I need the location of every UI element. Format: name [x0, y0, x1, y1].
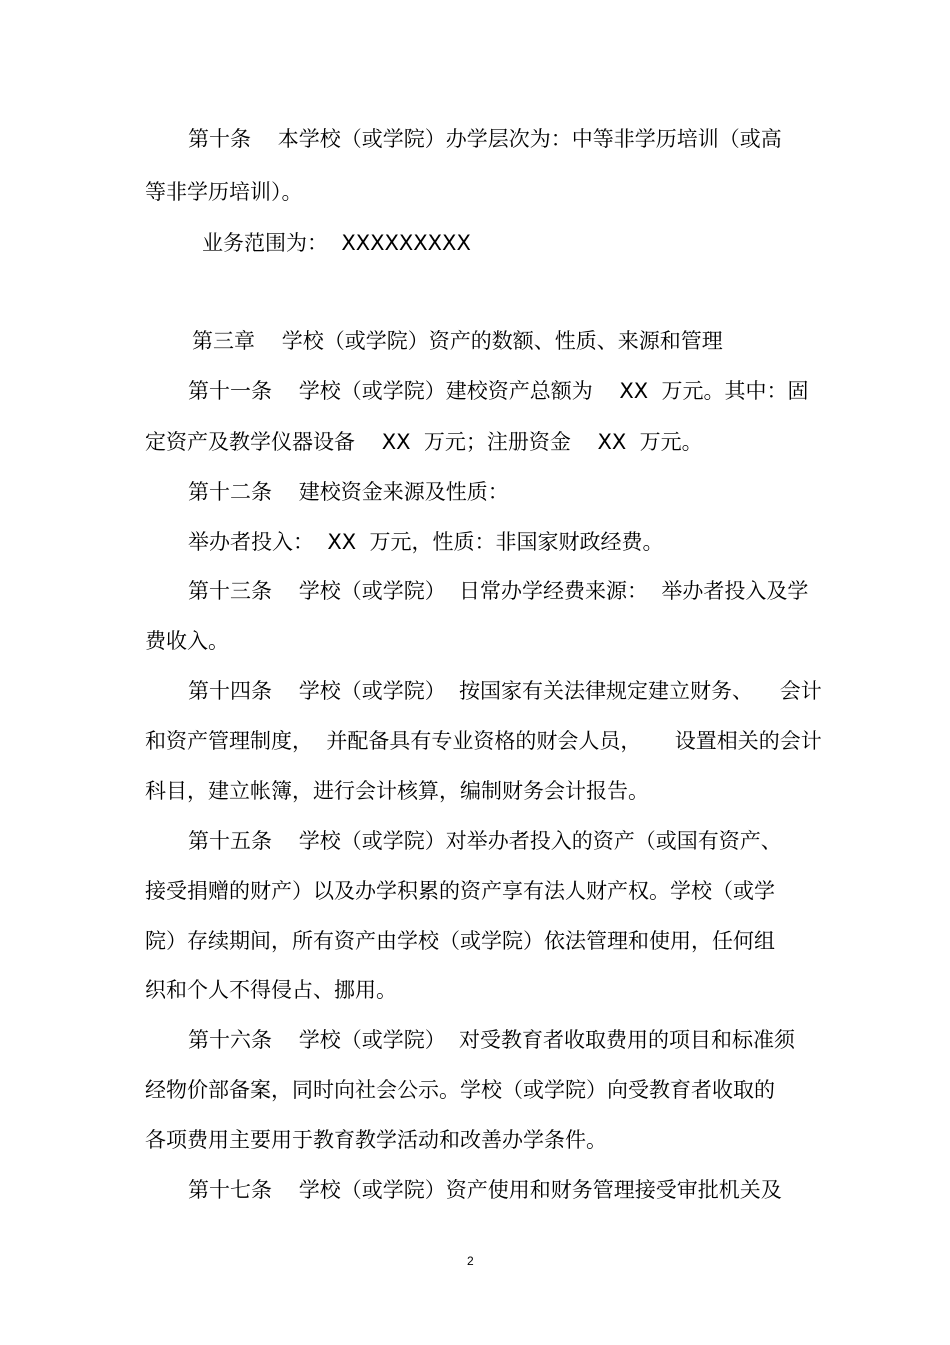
- text-line: 业务范围为： XXXXXXXXX: [202, 231, 471, 255]
- chapter-heading: 第三章 学校（或学院）资产的数额、性质、来源和管理: [192, 329, 723, 353]
- text-line: 第十七条 学校（或学院）资产使用和财务管理接受审批机关及: [188, 1178, 782, 1202]
- text-line: 织和个人不得侵占、挪用。: [145, 978, 397, 1002]
- text-line: 定资产及教学仪器设备 XX 万元；注册资金 XX 万元。: [145, 430, 703, 454]
- text-line: 院）存续期间，所有资产由学校（或学院）依法管理和使用，任何组: [145, 929, 775, 953]
- text-line: 举办者投入： XX 万元，性质：非国家财政经费。: [188, 530, 664, 554]
- text-line: 等非学历培训）。: [145, 180, 303, 204]
- text-line: 第十一条 学校（或学院）建校资产总额为 XX 万元。其中：固: [188, 379, 809, 403]
- text-line: 第十四条 学校（或学院） 按国家有关法律规定建立财务、 会计: [188, 679, 822, 703]
- text-line: 各项费用主要用于教育教学活动和改善办学条件。: [145, 1128, 607, 1152]
- text-line: 第十三条 学校（或学院） 日常办学经费来源： 举办者投入及学: [188, 579, 809, 603]
- text-line: 第十五条 学校（或学院）对举办者投入的资产（或国有资产、: [188, 829, 782, 853]
- text-line: 接受捐赠的财产）以及办学积累的资产享有法人财产权。学校（或学: [145, 879, 775, 903]
- text-line: 费收入。: [145, 629, 229, 653]
- page-number: 2: [467, 1254, 474, 1268]
- text-line: 第十条 本学校（或学院）办学层次为：中等非学历培训（或高: [188, 127, 782, 151]
- text-line: 和资产管理制度， 并配备具有专业资格的财会人员， 设置相关的会计: [145, 729, 822, 753]
- text-line: 第十二条 建校资金来源及性质：: [188, 480, 509, 504]
- text-line: 第十六条 学校（或学院） 对受教育者收取费用的项目和标准须: [188, 1028, 796, 1052]
- text-line: 经物价部备案，同时向社会公示。学校（或学院）向受教育者收取的: [145, 1078, 775, 1102]
- text-line: 科目，建立帐簿，进行会计核算，编制财务会计报告。: [145, 779, 649, 803]
